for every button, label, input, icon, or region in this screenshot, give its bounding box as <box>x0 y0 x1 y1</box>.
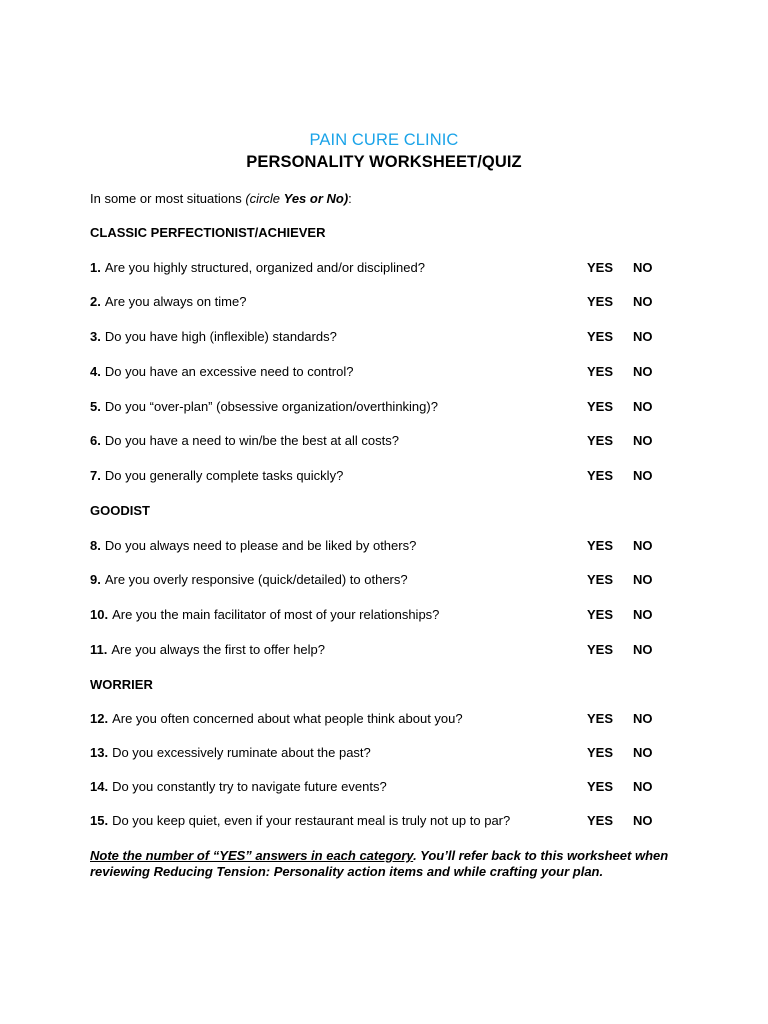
question-text: Do you always need to please and be liked by others? <box>104 538 417 553</box>
no-option[interactable]: NO <box>633 813 653 828</box>
yes-option[interactable]: YES <box>587 294 614 309</box>
question-row <box>90 711 670 729</box>
question-text: Do you have a need to win/be the best at all costs? <box>104 433 399 448</box>
question-number: 3. <box>90 329 101 344</box>
question-row <box>90 329 670 347</box>
no-option[interactable]: NO <box>633 364 653 379</box>
yes-option[interactable]: YES <box>587 364 614 379</box>
question-text: Do you constantly try to navigate future events? <box>112 779 387 794</box>
question-row <box>90 779 670 797</box>
question-text: Are you always on time? <box>104 294 247 309</box>
intro-prefix: In some or most situations <box>90 191 246 206</box>
section-heading-goodist: GOODIST <box>90 503 150 518</box>
question-number: 2. <box>90 294 101 309</box>
no-option[interactable]: NO <box>633 433 653 448</box>
question-row <box>90 607 670 625</box>
yes-option[interactable]: YES <box>587 433 614 448</box>
yes-option[interactable]: YES <box>587 468 614 483</box>
question-number: 4. <box>90 364 101 379</box>
quiz-title: PERSONALITY WORKSHEET/QUIZ <box>246 153 522 171</box>
question-row <box>90 745 670 763</box>
intro-paren-open: (circle <box>245 191 284 206</box>
intro-yes-or-no: Yes or No) <box>283 191 349 206</box>
question-text: Are you always the first to offer help? <box>111 642 326 657</box>
question-row <box>90 572 670 590</box>
question-number: 15. <box>90 813 109 828</box>
question-number: 10. <box>90 607 109 622</box>
yes-option[interactable]: YES <box>587 607 614 622</box>
question-row <box>90 813 670 831</box>
section-heading-worrier: WORRIER <box>90 677 153 692</box>
no-option[interactable]: NO <box>633 468 653 483</box>
question-number: 8. <box>90 538 101 553</box>
intro-text <box>90 191 352 206</box>
question-row <box>90 642 670 660</box>
no-option[interactable]: NO <box>633 711 653 726</box>
question-text: Are you the main facilitator of most of your relationships? <box>112 607 440 622</box>
question-text: Do you keep quiet, even if your restaurant meal is truly not up to par? <box>112 813 511 828</box>
question-text: Are you highly structured, organized and/or disciplined? <box>104 260 425 275</box>
yes-option[interactable]: YES <box>587 711 614 726</box>
section-heading-perfectionist: CLASSIC PERFECTIONIST/ACHIEVER <box>90 225 326 240</box>
question-row <box>90 294 670 312</box>
question-number: 14. <box>90 779 109 794</box>
question-number: 11. <box>90 642 108 657</box>
no-option[interactable]: NO <box>633 260 653 275</box>
no-option[interactable]: NO <box>633 779 653 794</box>
question-row <box>90 364 670 382</box>
yes-option[interactable]: YES <box>587 329 614 344</box>
no-option[interactable]: NO <box>633 329 653 344</box>
intro-paren <box>245 191 348 206</box>
question-text: Do you generally complete tasks quickly? <box>104 468 344 483</box>
yes-option[interactable]: YES <box>587 538 614 553</box>
question-number: 13. <box>90 745 109 760</box>
question-number: 12. <box>90 711 109 726</box>
no-option[interactable]: NO <box>633 538 653 553</box>
clinic-title: PAIN CURE CLINIC <box>309 131 459 149</box>
question-number: 6. <box>90 433 101 448</box>
question-number: 5. <box>90 399 101 414</box>
yes-option[interactable]: YES <box>587 260 614 275</box>
question-text: Do you have an excessive need to control? <box>104 364 354 379</box>
question-number: 1. <box>90 260 101 275</box>
yes-option[interactable]: YES <box>587 399 614 414</box>
yes-option[interactable]: YES <box>587 813 614 828</box>
question-text: Do you “over-plan” (obsessive organization/overthinking)? <box>104 399 438 414</box>
note-underlined: Note the number of “YES” answers in each category <box>90 848 414 863</box>
question-number: 9. <box>90 572 101 587</box>
yes-option[interactable]: YES <box>587 779 614 794</box>
no-option[interactable]: NO <box>633 294 653 309</box>
yes-option[interactable]: YES <box>587 642 614 657</box>
closing-note <box>90 848 690 880</box>
no-option[interactable]: NO <box>633 745 653 760</box>
question-text: Are you often concerned about what people think about you? <box>112 711 463 726</box>
no-option[interactable]: NO <box>633 642 653 657</box>
intro-suffix: : <box>348 191 352 206</box>
question-row <box>90 260 670 278</box>
question-row <box>90 399 670 417</box>
no-option[interactable]: NO <box>633 399 653 414</box>
question-number: 7. <box>90 468 101 483</box>
yes-option[interactable]: YES <box>587 745 614 760</box>
no-option[interactable]: NO <box>633 607 653 622</box>
note-rest: . You’ll refer back to this worksheet when reviewing Reducing Tension: Personality action items and while crafting your plan. <box>90 848 669 879</box>
question-row <box>90 433 670 451</box>
no-option[interactable]: NO <box>633 572 653 587</box>
question-row <box>90 468 670 486</box>
question-text: Are you overly responsive (quick/detailed) to others? <box>104 572 408 587</box>
question-text: Do you have high (inflexible) standards? <box>104 329 337 344</box>
question-text: Do you excessively ruminate about the past? <box>112 745 371 760</box>
question-row <box>90 538 670 556</box>
yes-option[interactable]: YES <box>587 572 614 587</box>
